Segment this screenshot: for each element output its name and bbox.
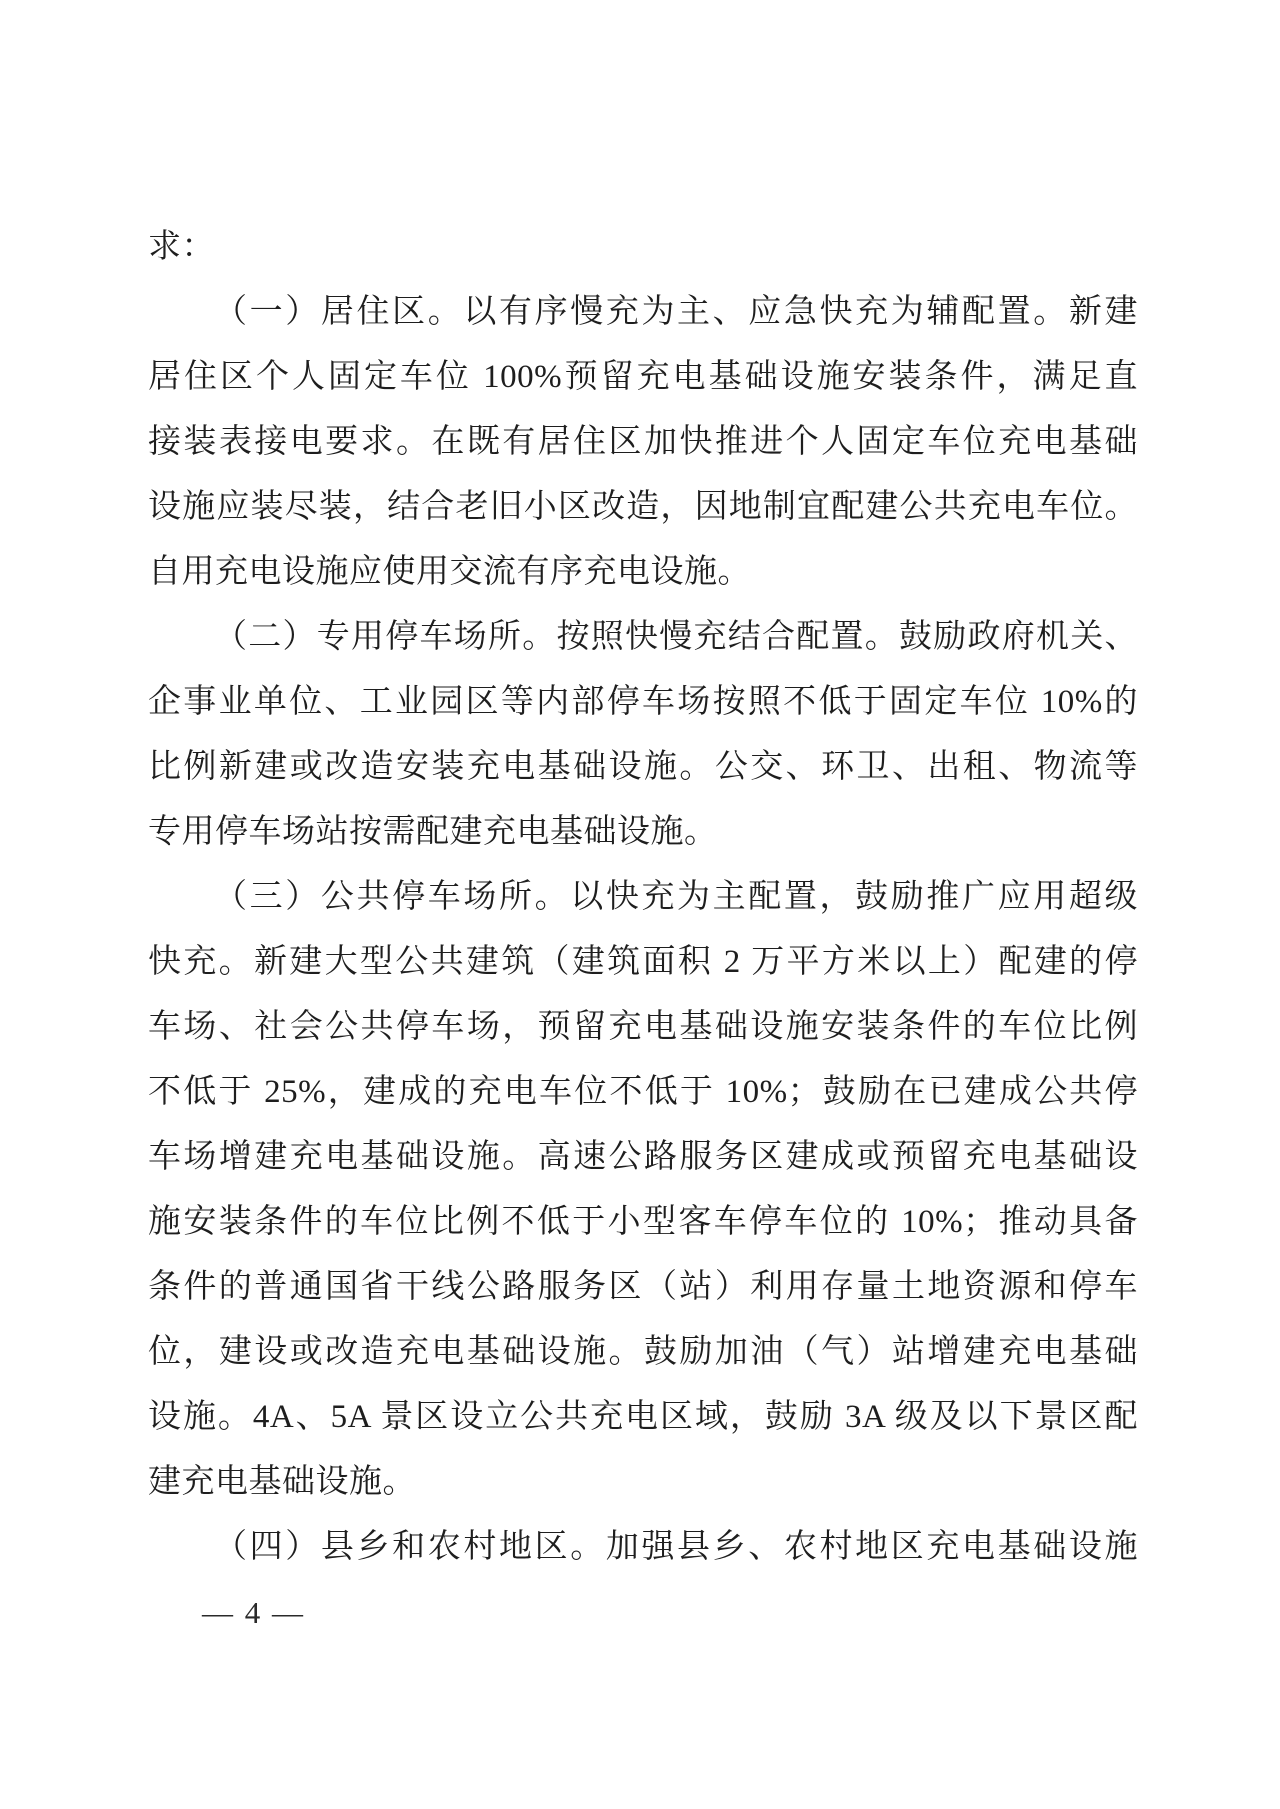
body-text-line: 设施应装尽装，结合老旧小区改造，因地制宜配建公共充电车位。 <box>148 489 1138 525</box>
body-text-line: 比例新建或改造安装充电基础设施。公交、环卫、出租、物流等 <box>148 749 1138 785</box>
body-text-line: 自用充电设施应使用交流有序充电设施。 <box>148 554 751 590</box>
body-text-line: 车场增建充电基础设施。高速公路服务区建成或预留充电基础设 <box>148 1139 1138 1175</box>
body-text-line: 设施。4A、5A 景区设立公共充电区域，鼓励 3A 级及以下景区配 <box>148 1399 1138 1435</box>
paragraph-three-start-line: （三）公共停车场所。以快充为主配置，鼓励推广应用超级 <box>214 879 1138 915</box>
body-text-line: 快充。新建大型公共建筑（建筑面积 2 万平方米以上）配建的停 <box>148 944 1138 980</box>
body-text-line: 不低于 25%，建成的充电车位不低于 10%；鼓励在已建成公共停 <box>148 1074 1138 1110</box>
paragraph-one-start-line: （一）居住区。以有序慢充为主、应急快充为辅配置。新建 <box>214 294 1138 330</box>
page-number: — 4 — <box>202 1595 305 1630</box>
paragraph-two-start-line: （二）专用停车场所。按照快慢充结合配置。鼓励政府机关、 <box>214 619 1138 655</box>
body-text-block <box>148 215 1138 1580</box>
body-text-line: 求： <box>148 229 215 265</box>
body-text-line: 施安装条件的车位比例不低于小型客车停车位的 10%；推动具备 <box>148 1204 1138 1240</box>
body-text-line: 位，建设或改造充电基础设施。鼓励加油（气）站增建充电基础 <box>148 1334 1138 1370</box>
body-text-line: 企事业单位、工业园区等内部停车场按照不低于固定车位 10%的 <box>148 684 1138 720</box>
body-text-line: 建充电基础设施。 <box>148 1464 416 1500</box>
paragraph-four-start-line: （四）县乡和农村地区。加强县乡、农村地区充电基础设施 <box>214 1529 1138 1565</box>
body-text-line: 专用停车场站按需配建充电基础设施。 <box>148 814 718 850</box>
body-text-line: 居住区个人固定车位 100%预留充电基础设施安装条件，满足直 <box>148 359 1138 395</box>
body-text-line: 接装表接电要求。在既有居住区加快推进个人固定车位充电基础 <box>148 424 1138 460</box>
body-text-line: 车场、社会公共停车场，预留充电基础设施安装条件的车位比例 <box>148 1009 1138 1045</box>
body-text-line: 条件的普通国省干线公路服务区（站）利用存量土地资源和停车 <box>148 1269 1138 1305</box>
